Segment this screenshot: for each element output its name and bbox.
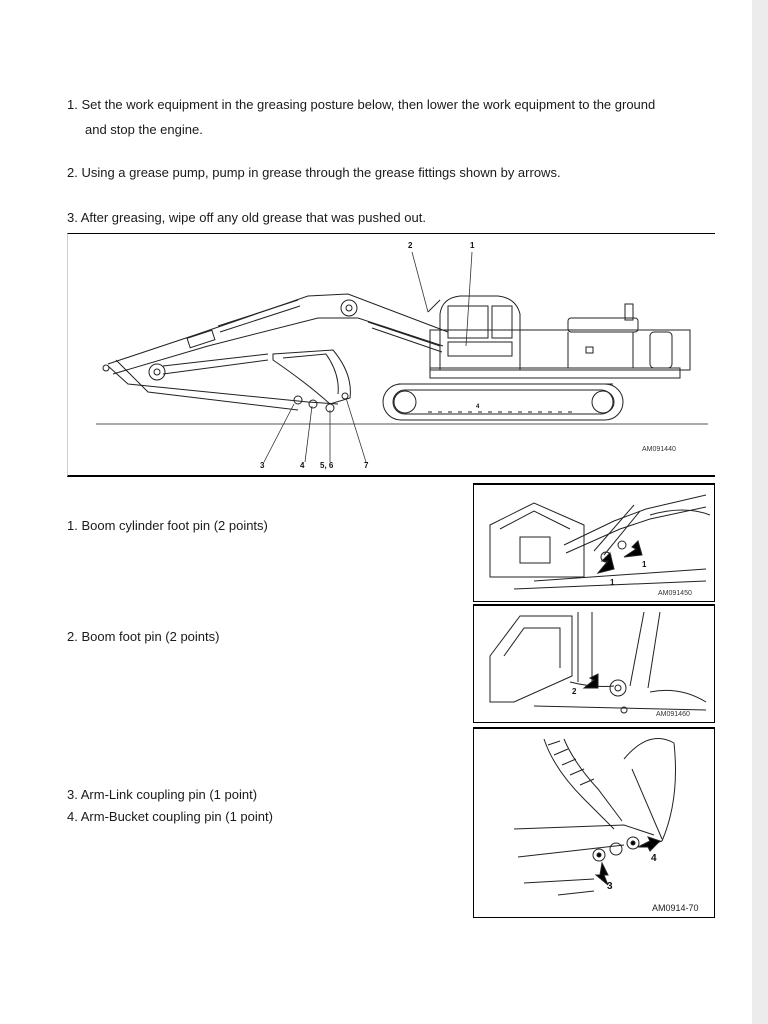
operator-cab [428,296,520,370]
step-1-line-2: and stop the engine. [85,122,203,137]
callout-2: 2 [408,241,413,250]
detail-boom-cylinder-foot-pin [473,483,715,602]
detail-1-label-a: 1 [642,560,647,569]
step-1-line-1: 1. Set the work equipment in the greasing posture below, then lower the work equipment to the ground [67,97,656,112]
grease-arrow-icon [638,837,660,851]
excavator-greasing-posture-figure [67,233,715,477]
figure-code: AM091440 [642,446,676,453]
upper-structure [430,304,690,378]
callout-track: 4 [476,404,480,410]
detail-3-label-3: 3 [607,881,613,892]
detail-2-label: 2 [572,687,577,696]
boom [108,294,448,374]
callout-5-6: 5, 6 [320,461,334,470]
detail-1-code: AM091450 [658,590,692,597]
callout-1: 1 [470,241,475,250]
callout-4: 4 [300,461,305,470]
item-boom-cylinder-foot-pin: 1. Boom cylinder foot pin (2 points) [67,518,268,533]
item-arm-link-coupling-pin: 3. Arm-Link coupling pin (1 point) [67,787,258,802]
detail-2-code: AM091460 [656,711,690,718]
viewer-scroll-track[interactable] [752,0,768,1024]
detail-arm-link-bucket-pins [473,727,715,918]
detail-3-label-4: 4 [651,853,657,864]
item-arm-bucket-coupling-pin: 4. Arm-Bucket coupling pin (1 point) [67,809,273,824]
grease-arrow-icon [624,541,642,557]
callout-3: 3 [260,461,265,470]
item-boom-foot-pin: 2. Boom foot pin (2 points) [67,629,220,644]
callout-7: 7 [364,461,369,470]
track-assembly [383,384,623,420]
step-3: 3. After greasing, wipe off any old grease that was pushed out. [67,210,426,225]
grease-arrow-icon [584,674,598,688]
grease-arrow-icon [598,553,614,573]
detail-boom-foot-pin [473,604,715,723]
step-1 [67,92,655,142]
detail-1-label-b: 1 [610,578,615,587]
step-2: 2. Using a grease pump, pump in grease through the grease fittings shown by arrows. [67,165,561,180]
detail-3-code: AM0914-70 [652,903,699,913]
